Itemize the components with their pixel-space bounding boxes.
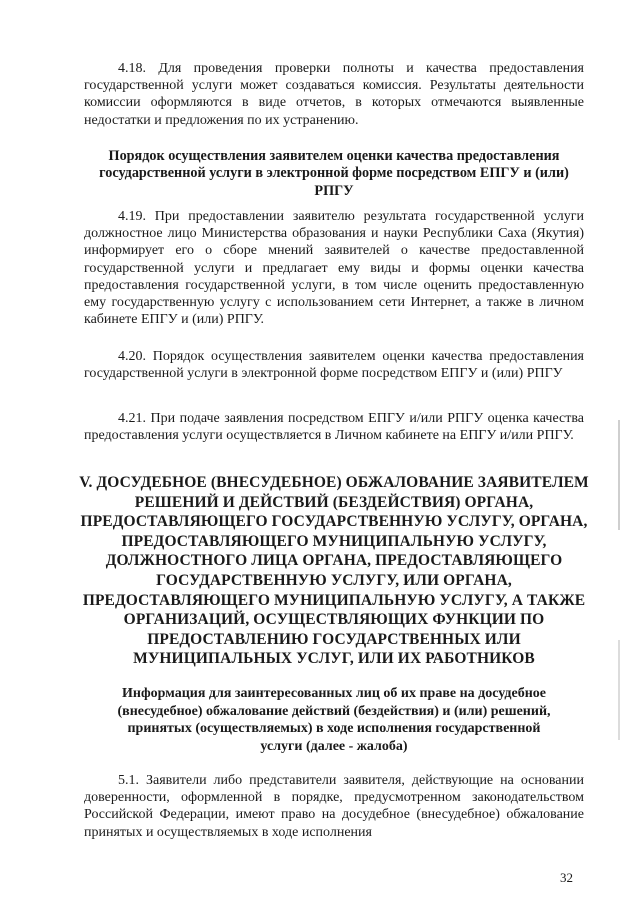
section-5-title: V. ДОСУДЕБНОЕ (ВНЕСУДЕБНОЕ) ОБЖАЛОВАНИЕ ЗАЯВИТЕЛЕМ РЕШЕНИЙ И ДЕЙСТВИЙ (БЕЗДЕЙСТВИЯ) ОРГАНА, ПРЕДОСТАВЛЯЮЩЕГО ГОСУДАРСТВЕННУЮ УСЛУГУ, ОРГАНА, ПРЕДОСТАВЛЯЮЩЕГО МУНИЦИПАЛЬНУЮ УСЛУГУ, ДОЛЖНОСТНОГО ЛИЦА ОРГАНА, ПРЕДОСТАВЛЯЮЩЕГО ГОСУДАРСТВЕННУЮ УСЛУГУ, ИЛИ ОРГАНА, ПРЕДОСТАВЛЯЮЩЕГО МУНИЦИПАЛЬНУЮ УСЛУГУ, А ТАКЖЕ ОРГАНИЗАЦИЙ, ОСУЩЕСТВЛЯЮЩИХ ФУНКЦИИ ПО ПРЕДОСТАВЛЕНИЮ ГОСУДАРСТВЕННЫХ ИЛИ МУНИЦИПАЛЬНЫХ УСЛУГ, ИЛИ ИХ РАБОТНИКОВ	[79, 474, 589, 668]
paragraph-4-19: 4.19. При предоставлении заявителю результата государственной услуги должностное лицо Министерства образования и науки Республики Саха (Якутия) информирует его о сборе мнений заявителей о качестве предоставленной государственной услуги и предлагает ему виды и формы оценки качества предоставления государственной услуги, в том числе оценить предоставленную ему государственную услугу с использованием сети Интернет, а также в личном кабинете ЕПГУ и (или) РПГУ.	[84, 209, 584, 328]
scan-margin-mark	[618, 640, 620, 740]
heading-complaint-info: Информация для заинтересованных лиц об их праве на досудебное (внесудебное) обжалование действий (бездействия) и (или) решений, принятых (осуществляемых) в ходе исполнения государственной услуги (далее - жалоба)	[117, 686, 551, 754]
paragraph-4-18: 4.18. Для проведения проверки полноты и качества предоставления государственной услуги может создаваться комиссия. Результаты деятельности комиссии оформляются в виде отчетов, в которых отмечаются выявленные недостатки и предложения по их устранению.	[84, 61, 584, 128]
page-number: 32	[560, 870, 573, 885]
paragraph-4-21: 4.21. При подаче заявления посредством ЕПГУ и/или РПГУ оценка качества предоставления услуги осуществляется в Личном кабинете на ЕПГУ и/или РПГУ.	[84, 411, 584, 444]
scan-margin-mark	[618, 420, 620, 530]
heading-evaluation-order: Порядок осуществления заявителем оценки качества предоставления государственной услуги в электронной форме посредством ЕПГУ и (или) РПГУ	[99, 148, 569, 199]
paragraph-5-1: 5.1. Заявители либо представители заявителя, действующие на основании доверенности, оформленной в порядке, предусмотренном законодательством Российской Федерации, имеют право на досудебное (внесудебное) обжалование принятых и осуществляемых в ходе исполнения	[84, 773, 584, 840]
paragraph-4-20: 4.20. Порядок осуществления заявителем оценки качества предоставления государственной услуги в электронной форме посредством ЕПГУ и (или) РПГУ	[84, 349, 584, 382]
